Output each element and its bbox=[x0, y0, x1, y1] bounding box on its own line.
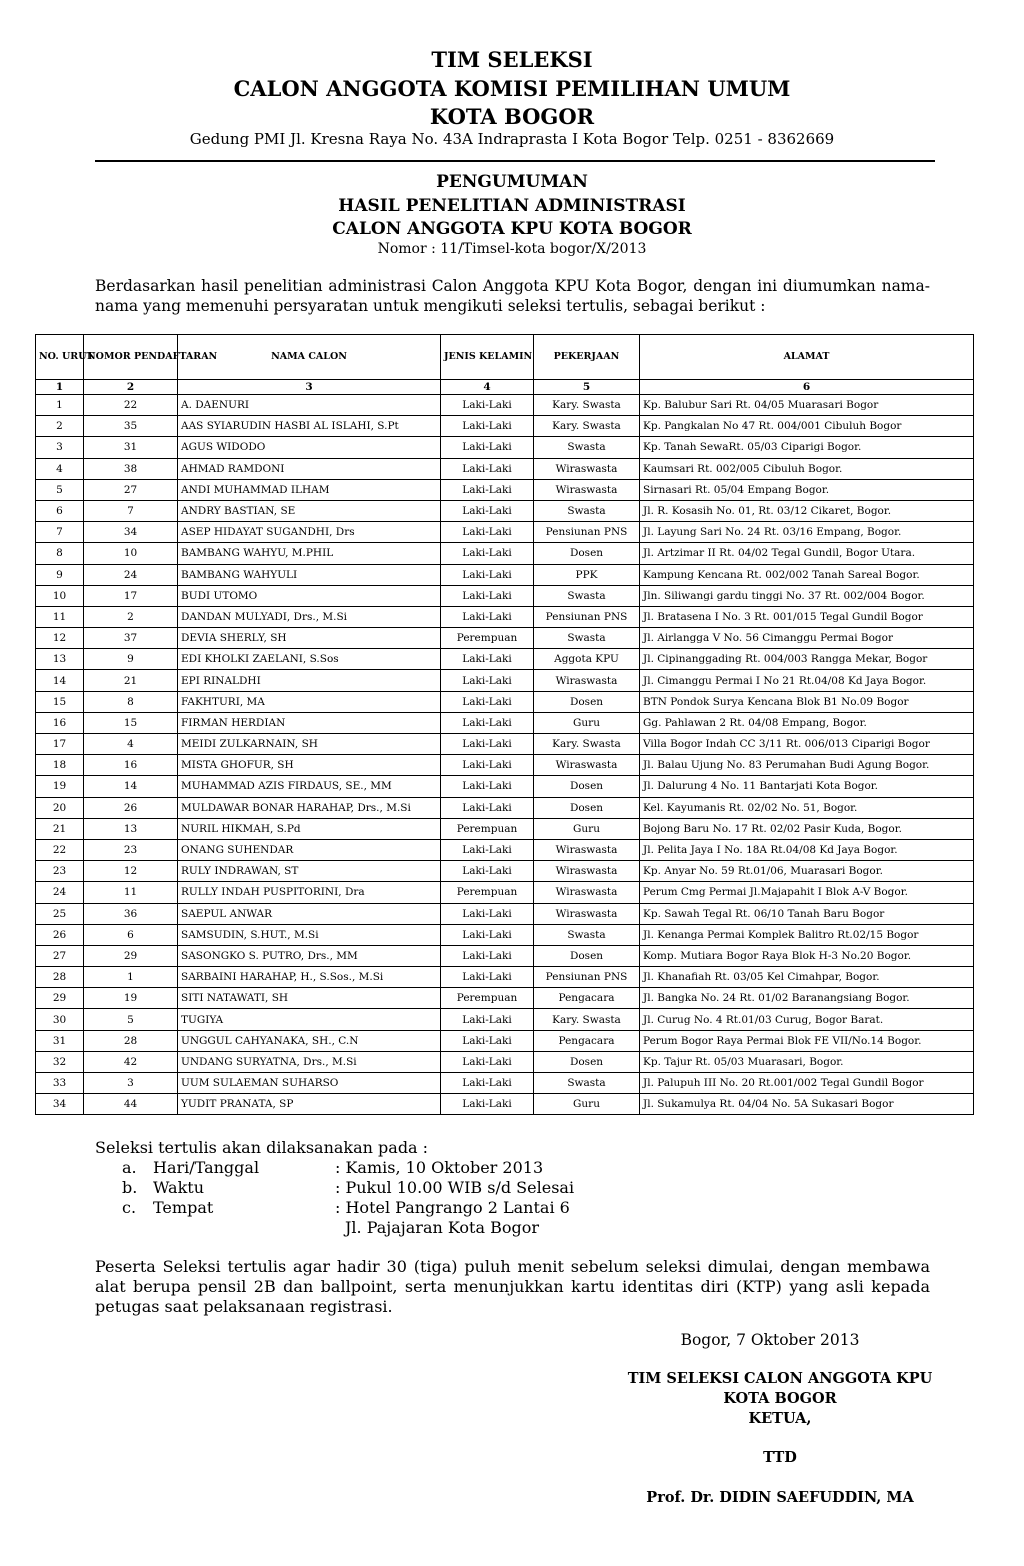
cell-nama-calon: SAEPUL ANWAR bbox=[178, 903, 441, 924]
cell-pekerjaan: Kary. Swasta bbox=[534, 416, 640, 437]
cell-pekerjaan: Wiraswasta bbox=[534, 861, 640, 882]
cell-no-urut: 9 bbox=[36, 564, 84, 585]
cell-no-urut: 14 bbox=[36, 670, 84, 691]
cell-jenis-kelamin: Perempuan bbox=[441, 628, 534, 649]
schedule-place-line-2 bbox=[95, 1218, 695, 1238]
cell-nomor-pendaftaran: 7 bbox=[84, 500, 178, 521]
schedule-label: Waktu bbox=[153, 1178, 205, 1197]
index-cell: 6 bbox=[640, 380, 974, 395]
cell-pekerjaan: Wiraswasta bbox=[534, 839, 640, 860]
cell-alamat: Jl. Palupuh III No. 20 Rt.001/002 Tegal Gundil Bogor bbox=[640, 1073, 974, 1094]
cell-no-urut: 29 bbox=[36, 988, 84, 1009]
cell-nama-calon: BAMBANG WAHYU, M.PHIL bbox=[178, 543, 441, 564]
schedule-value: : Pukul 10.00 WIB s/d Selesai bbox=[335, 1178, 575, 1197]
cell-jenis-kelamin: Laki-Laki bbox=[441, 861, 534, 882]
cell-no-urut: 16 bbox=[36, 712, 84, 733]
cell-alamat: Jl. R. Kosasih No. 01, Rt. 03/12 Cikaret, Bogor. bbox=[640, 500, 974, 521]
cell-alamat: Jl. Bangka No. 24 Rt. 01/02 Baranangsiang Bogor. bbox=[640, 988, 974, 1009]
cell-alamat: Perum Bogor Raya Permai Blok FE VII/No.14 Bogor. bbox=[640, 1030, 974, 1051]
signature-role: KETUA, bbox=[748, 1410, 812, 1427]
cell-no-urut: 7 bbox=[36, 522, 84, 543]
table-row bbox=[36, 522, 974, 543]
cell-jenis-kelamin: Laki-Laki bbox=[441, 522, 534, 543]
table-row bbox=[36, 734, 974, 755]
cell-jenis-kelamin: Laki-Laki bbox=[441, 395, 534, 416]
cell-jenis-kelamin: Laki-Laki bbox=[441, 458, 534, 479]
cell-nomor-pendaftaran: 28 bbox=[84, 1030, 178, 1051]
cell-nomor-pendaftaran: 29 bbox=[84, 945, 178, 966]
letterhead-divider bbox=[95, 160, 935, 162]
schedule-value: : Hotel Pangrango 2 Lantai 6 bbox=[335, 1198, 570, 1217]
cell-nomor-pendaftaran: 31 bbox=[84, 437, 178, 458]
cell-pekerjaan: Swasta bbox=[534, 628, 640, 649]
cell-nama-calon: EPI RINALDHI bbox=[178, 670, 441, 691]
table-index-row bbox=[36, 380, 974, 395]
cell-pekerjaan: Wiraswasta bbox=[534, 903, 640, 924]
table-row bbox=[36, 967, 974, 988]
cell-nama-calon: ANDRY BASTIAN, SE bbox=[178, 500, 441, 521]
header-no-urut: NO. URUT bbox=[36, 335, 84, 380]
letterhead-line-3: KOTA BOGOR bbox=[429, 104, 595, 129]
table-row bbox=[36, 1094, 974, 1115]
table-row bbox=[36, 437, 974, 458]
cell-nama-calon: MULDAWAR BONAR HARAHAP, Drs., M.Si bbox=[178, 797, 441, 818]
cell-jenis-kelamin: Laki-Laki bbox=[441, 1094, 534, 1115]
cell-nama-calon: DEVIA SHERLY, SH bbox=[178, 628, 441, 649]
cell-nomor-pendaftaran: 14 bbox=[84, 776, 178, 797]
schedule-label: Hari/Tanggal bbox=[153, 1158, 260, 1177]
cell-jenis-kelamin: Laki-Laki bbox=[441, 585, 534, 606]
header-nomor-pendaftaran: NOMOR PENDAFTARAN bbox=[84, 335, 178, 380]
cell-jenis-kelamin: Laki-Laki bbox=[441, 1051, 534, 1072]
cell-no-urut: 6 bbox=[36, 500, 84, 521]
cell-alamat: Jl. Sukamulya Rt. 04/04 No. 5A Sukasari Bogor bbox=[640, 1094, 974, 1115]
cell-alamat: Gg. Pahlawan 2 Rt. 04/08 Empang, Bogor. bbox=[640, 712, 974, 733]
cell-pekerjaan: PPK bbox=[534, 564, 640, 585]
cell-jenis-kelamin: Laki-Laki bbox=[441, 945, 534, 966]
announcement-title-1: PENGUMUMAN bbox=[436, 172, 588, 192]
cell-alamat: Kp. Anyar No. 59 Rt.01/06, Muarasari Bogor. bbox=[640, 861, 974, 882]
cell-no-urut: 27 bbox=[36, 945, 84, 966]
schedule-item-date bbox=[95, 1158, 695, 1178]
schedule-intro: Seleksi tertulis akan dilaksanakan pada : bbox=[95, 1138, 429, 1157]
cell-pekerjaan: Kary. Swasta bbox=[534, 395, 640, 416]
cell-no-urut: 19 bbox=[36, 776, 84, 797]
cell-alamat: Jl. Artzimar II Rt. 04/02 Tegal Gundil, Bogor Utara. bbox=[640, 543, 974, 564]
schedule-letter: c. bbox=[122, 1198, 137, 1217]
candidate-table bbox=[35, 334, 974, 1115]
table-row bbox=[36, 416, 974, 437]
table-row bbox=[36, 755, 974, 776]
announcement-title-2: HASIL PENELITIAN ADMINISTRASI bbox=[338, 196, 686, 216]
cell-nama-calon: A. DAENURI bbox=[178, 395, 441, 416]
cell-jenis-kelamin: Laki-Laki bbox=[441, 967, 534, 988]
schedule-block bbox=[95, 1138, 695, 1238]
cell-no-urut: 33 bbox=[36, 1073, 84, 1094]
table-row bbox=[36, 903, 974, 924]
signature-ttd: TTD bbox=[763, 1449, 797, 1466]
cell-no-urut: 13 bbox=[36, 649, 84, 670]
cell-alamat: Kp. Balubur Sari Rt. 04/05 Muarasari Bogor bbox=[640, 395, 974, 416]
notice-paragraph: Peserta Seleksi tertulis agar hadir 30 (tiga) puluh menit sebelum seleksi dimulai, dengan membawa alat berupa pensil 2B dan ballpoint, serta menunjukkan kartu identitas diri (KTP) yang asli kepada petugas saat pelaksanaan registrasi. bbox=[95, 1257, 930, 1316]
cell-nomor-pendaftaran: 26 bbox=[84, 797, 178, 818]
header-pekerjaan: PEKERJAAN bbox=[534, 335, 640, 380]
cell-nama-calon: BUDI UTOMO bbox=[178, 585, 441, 606]
cell-alamat: Kel. Kayumanis Rt. 02/02 No. 51, Bogor. bbox=[640, 797, 974, 818]
cell-pekerjaan: Guru bbox=[534, 1094, 640, 1115]
header-nama-calon: NAMA CALON bbox=[178, 335, 441, 380]
cell-nomor-pendaftaran: 42 bbox=[84, 1051, 178, 1072]
cell-no-urut: 32 bbox=[36, 1051, 84, 1072]
cell-alamat: Komp. Mutiara Bogor Raya Blok H-3 No.20 Bogor. bbox=[640, 945, 974, 966]
signature-name: Prof. Dr. DIDIN SAEFUDDIN, MA bbox=[646, 1489, 914, 1506]
index-cell: 1 bbox=[36, 380, 84, 395]
header-alamat: ALAMAT bbox=[640, 335, 974, 380]
cell-alamat: Jl. Khanafiah Rt. 03/05 Kel Cimahpar, Bogor. bbox=[640, 967, 974, 988]
cell-nomor-pendaftaran: 38 bbox=[84, 458, 178, 479]
cell-nama-calon: ASEP HIDAYAT SUGANDHI, Drs bbox=[178, 522, 441, 543]
cell-nama-calon: TUGIYA bbox=[178, 1009, 441, 1030]
table-row bbox=[36, 395, 974, 416]
cell-nama-calon: UUM SULAEMAN SUHARSO bbox=[178, 1073, 441, 1094]
table-row bbox=[36, 882, 974, 903]
cell-pekerjaan: Guru bbox=[534, 818, 640, 839]
cell-pekerjaan: Pensiunan PNS bbox=[534, 967, 640, 988]
cell-alamat: Perum Cmg Permai Jl.Majapahit I Blok A-V Bogor. bbox=[640, 882, 974, 903]
table-row bbox=[36, 479, 974, 500]
cell-alamat: BTN Pondok Surya Kencana Blok B1 No.09 Bogor bbox=[640, 691, 974, 712]
cell-jenis-kelamin: Laki-Laki bbox=[441, 903, 534, 924]
cell-jenis-kelamin: Laki-Laki bbox=[441, 564, 534, 585]
schedule-item-place bbox=[95, 1198, 695, 1218]
table-row bbox=[36, 458, 974, 479]
cell-alamat: Jl. Kenanga Permai Komplek Balitro Rt.02/15 Bogor bbox=[640, 924, 974, 945]
table-row bbox=[36, 564, 974, 585]
cell-pekerjaan: Wiraswasta bbox=[534, 458, 640, 479]
cell-alamat: Bojong Baru No. 17 Rt. 02/02 Pasir Kuda, Bogor. bbox=[640, 818, 974, 839]
cell-pekerjaan: Pengacara bbox=[534, 988, 640, 1009]
table-row bbox=[36, 945, 974, 966]
cell-jenis-kelamin: Laki-Laki bbox=[441, 437, 534, 458]
schedule-label: Tempat bbox=[153, 1198, 214, 1217]
table-row bbox=[36, 1009, 974, 1030]
cell-nomor-pendaftaran: 17 bbox=[84, 585, 178, 606]
cell-jenis-kelamin: Perempuan bbox=[441, 818, 534, 839]
table-row bbox=[36, 670, 974, 691]
table-row bbox=[36, 924, 974, 945]
cell-nama-calon: FIRMAN HERDIAN bbox=[178, 712, 441, 733]
cell-no-urut: 25 bbox=[36, 903, 84, 924]
table-row bbox=[36, 776, 974, 797]
cell-nomor-pendaftaran: 11 bbox=[84, 882, 178, 903]
table-row bbox=[36, 1051, 974, 1072]
cell-alamat: Jl. Cimanggu Permai I No 21 Rt.04/08 Kd Jaya Bogor. bbox=[640, 670, 974, 691]
table-row bbox=[36, 818, 974, 839]
cell-pekerjaan: Dosen bbox=[534, 797, 640, 818]
cell-no-urut: 23 bbox=[36, 861, 84, 882]
table-row bbox=[36, 628, 974, 649]
cell-nama-calon: NURIL HIKMAH, S.Pd bbox=[178, 818, 441, 839]
cell-alamat: Kp. Tajur Rt. 05/03 Muarasari, Bogor. bbox=[640, 1051, 974, 1072]
index-cell: 3 bbox=[178, 380, 441, 395]
cell-nomor-pendaftaran: 1 bbox=[84, 967, 178, 988]
cell-no-urut: 31 bbox=[36, 1030, 84, 1051]
letterhead-line-2: CALON ANGGOTA KOMISI PEMILIHAN UMUM bbox=[233, 76, 791, 101]
cell-jenis-kelamin: Laki-Laki bbox=[441, 776, 534, 797]
cell-pekerjaan: Guru bbox=[534, 712, 640, 733]
table-row bbox=[36, 543, 974, 564]
cell-nama-calon: SASONGKO S. PUTRO, Drs., MM bbox=[178, 945, 441, 966]
cell-nomor-pendaftaran: 3 bbox=[84, 1073, 178, 1094]
cell-jenis-kelamin: Laki-Laki bbox=[441, 712, 534, 733]
table-row bbox=[36, 988, 974, 1009]
cell-no-urut: 24 bbox=[36, 882, 84, 903]
index-cell: 2 bbox=[84, 380, 178, 395]
cell-no-urut: 15 bbox=[36, 691, 84, 712]
intro-paragraph: Berdasarkan hasil penelitian administrasi Calon Anggota KPU Kota Bogor, dengan ini diumumkan nama-nama yang memenuhi persyaratan untuk mengikuti seleksi tertulis, sebagai berikut : bbox=[95, 277, 930, 315]
letterhead-address: Gedung PMI Jl. Kresna Raya No. 43A Indraprasta I Kota Bogor Telp. 0251 - 8362669 bbox=[189, 130, 835, 148]
cell-nomor-pendaftaran: 16 bbox=[84, 755, 178, 776]
schedule-place-address: Jl. Pajajaran Kota Bogor bbox=[345, 1218, 539, 1237]
table-row bbox=[36, 1073, 974, 1094]
cell-pekerjaan: Swasta bbox=[534, 1073, 640, 1094]
cell-alamat: Jl. Layung Sari No. 24 Rt. 03/16 Empang, Bogor. bbox=[640, 522, 974, 543]
cell-no-urut: 10 bbox=[36, 585, 84, 606]
schedule-letter: b. bbox=[122, 1178, 138, 1197]
place-date: Bogor, 7 Oktober 2013 bbox=[680, 1331, 860, 1349]
cell-nama-calon: SITI NATAWATI, SH bbox=[178, 988, 441, 1009]
announcement-number: Nomor : 11/Timsel-kota bogor/X/2013 bbox=[377, 241, 647, 257]
cell-no-urut: 30 bbox=[36, 1009, 84, 1030]
cell-nomor-pendaftaran: 12 bbox=[84, 861, 178, 882]
table-row bbox=[36, 1030, 974, 1051]
cell-pekerjaan: Pensiunan PNS bbox=[534, 606, 640, 627]
cell-nomor-pendaftaran: 15 bbox=[84, 712, 178, 733]
cell-jenis-kelamin: Laki-Laki bbox=[441, 500, 534, 521]
table-row bbox=[36, 797, 974, 818]
cell-nomor-pendaftaran: 35 bbox=[84, 416, 178, 437]
cell-jenis-kelamin: Laki-Laki bbox=[441, 1030, 534, 1051]
cell-nama-calon: ONANG SUHENDAR bbox=[178, 839, 441, 860]
cell-nomor-pendaftaran: 6 bbox=[84, 924, 178, 945]
cell-nama-calon: AAS SYIARUDIN HASBI AL ISLAHI, S.Pt bbox=[178, 416, 441, 437]
cell-nama-calon: FAKHTURI, MA bbox=[178, 691, 441, 712]
cell-jenis-kelamin: Laki-Laki bbox=[441, 649, 534, 670]
schedule-item-time bbox=[95, 1178, 695, 1198]
table-row bbox=[36, 839, 974, 860]
cell-alamat: Kampung Kencana Rt. 002/002 Tanah Sareal Bogor. bbox=[640, 564, 974, 585]
cell-no-urut: 2 bbox=[36, 416, 84, 437]
cell-pekerjaan: Swasta bbox=[534, 437, 640, 458]
cell-nama-calon: YUDIT PRANATA, SP bbox=[178, 1094, 441, 1115]
cell-jenis-kelamin: Laki-Laki bbox=[441, 1009, 534, 1030]
cell-nama-calon: EDI KHOLKI ZAELANI, S.Sos bbox=[178, 649, 441, 670]
cell-nomor-pendaftaran: 8 bbox=[84, 691, 178, 712]
cell-alamat: Jl. Pelita Jaya I No. 18A Rt.04/08 Kd Jaya Bogor. bbox=[640, 839, 974, 860]
cell-nama-calon: AGUS WIDODO bbox=[178, 437, 441, 458]
table-row bbox=[36, 712, 974, 733]
cell-nomor-pendaftaran: 24 bbox=[84, 564, 178, 585]
cell-no-urut: 3 bbox=[36, 437, 84, 458]
cell-no-urut: 1 bbox=[36, 395, 84, 416]
cell-nomor-pendaftaran: 22 bbox=[84, 395, 178, 416]
cell-alamat: Jl. Bratasena I No. 3 Rt. 001/015 Tegal Gundil Bogor bbox=[640, 606, 974, 627]
cell-alamat: Jl. Cipinanggading Rt. 004/003 Rangga Mekar, Bogor bbox=[640, 649, 974, 670]
cell-jenis-kelamin: Laki-Laki bbox=[441, 734, 534, 755]
cell-no-urut: 20 bbox=[36, 797, 84, 818]
cell-pekerjaan: Dosen bbox=[534, 543, 640, 564]
signature-org-1: TIM SELEKSI CALON ANGGOTA KPU bbox=[627, 1370, 933, 1387]
signature-org-2: KOTA BOGOR bbox=[723, 1390, 837, 1407]
cell-pekerjaan: Dosen bbox=[534, 776, 640, 797]
cell-jenis-kelamin: Laki-Laki bbox=[441, 543, 534, 564]
cell-no-urut: 12 bbox=[36, 628, 84, 649]
table-row bbox=[36, 500, 974, 521]
cell-alamat: Villa Bogor Indah CC 3/11 Rt. 006/013 Ciparigi Bogor bbox=[640, 734, 974, 755]
cell-nomor-pendaftaran: 27 bbox=[84, 479, 178, 500]
cell-pekerjaan: Wiraswasta bbox=[534, 479, 640, 500]
cell-no-urut: 21 bbox=[36, 818, 84, 839]
cell-nomor-pendaftaran: 2 bbox=[84, 606, 178, 627]
cell-no-urut: 18 bbox=[36, 755, 84, 776]
cell-nomor-pendaftaran: 37 bbox=[84, 628, 178, 649]
cell-pekerjaan: Dosen bbox=[534, 691, 640, 712]
table-body bbox=[36, 395, 974, 1115]
table-row bbox=[36, 585, 974, 606]
cell-no-urut: 34 bbox=[36, 1094, 84, 1115]
cell-alamat: Jl. Balau Ujung No. 83 Perumahan Budi Agung Bogor. bbox=[640, 755, 974, 776]
cell-alamat: Kaumsari Rt. 002/005 Cibuluh Bogor. bbox=[640, 458, 974, 479]
cell-jenis-kelamin: Perempuan bbox=[441, 882, 534, 903]
cell-nama-calon: RULY INDRAWAN, ST bbox=[178, 861, 441, 882]
cell-jenis-kelamin: Laki-Laki bbox=[441, 755, 534, 776]
cell-pekerjaan: Swasta bbox=[534, 585, 640, 606]
cell-nomor-pendaftaran: 36 bbox=[84, 903, 178, 924]
cell-pekerjaan: Dosen bbox=[534, 945, 640, 966]
cell-nomor-pendaftaran: 19 bbox=[84, 988, 178, 1009]
cell-nama-calon: DANDAN MULYADI, Drs., M.Si bbox=[178, 606, 441, 627]
cell-no-urut: 26 bbox=[36, 924, 84, 945]
cell-jenis-kelamin: Perempuan bbox=[441, 988, 534, 1009]
cell-alamat: Kp. Pangkalan No 47 Rt. 004/001 Cibuluh Bogor bbox=[640, 416, 974, 437]
cell-nama-calon: UNGGUL CAHYANAKA, SH., C.N bbox=[178, 1030, 441, 1051]
cell-jenis-kelamin: Laki-Laki bbox=[441, 416, 534, 437]
cell-no-urut: 22 bbox=[36, 839, 84, 860]
cell-no-urut: 28 bbox=[36, 967, 84, 988]
cell-alamat: Sirnasari Rt. 05/04 Empang Bogor. bbox=[640, 479, 974, 500]
cell-jenis-kelamin: Laki-Laki bbox=[441, 797, 534, 818]
cell-nama-calon: BAMBANG WAHYULI bbox=[178, 564, 441, 585]
cell-alamat: Jl. Dalurung 4 No. 11 Bantarjati Kota Bogor. bbox=[640, 776, 974, 797]
cell-alamat: Jl. Curug No. 4 Rt.01/03 Curug, Bogor Barat. bbox=[640, 1009, 974, 1030]
cell-nama-calon: UNDANG SURYATNA, Drs., M.Si bbox=[178, 1051, 441, 1072]
cell-jenis-kelamin: Laki-Laki bbox=[441, 606, 534, 627]
cell-nama-calon: RULLY INDAH PUSPITORINI, Dra bbox=[178, 882, 441, 903]
table-row bbox=[36, 691, 974, 712]
cell-pekerjaan: Kary. Swasta bbox=[534, 1009, 640, 1030]
cell-pekerjaan: Wiraswasta bbox=[534, 755, 640, 776]
table-header-row bbox=[36, 335, 974, 380]
schedule-letter: a. bbox=[122, 1158, 137, 1177]
cell-no-urut: 5 bbox=[36, 479, 84, 500]
cell-alamat: Jl. Airlangga V No. 56 Cimanggu Permai Bogor bbox=[640, 628, 974, 649]
cell-jenis-kelamin: Laki-Laki bbox=[441, 839, 534, 860]
cell-alamat: Kp. Tanah SewaRt. 05/03 Ciparigi Bogor. bbox=[640, 437, 974, 458]
cell-pekerjaan: Pensiunan PNS bbox=[534, 522, 640, 543]
cell-no-urut: 4 bbox=[36, 458, 84, 479]
cell-nomor-pendaftaran: 4 bbox=[84, 734, 178, 755]
cell-no-urut: 17 bbox=[36, 734, 84, 755]
cell-nama-calon: AHMAD RAMDONI bbox=[178, 458, 441, 479]
cell-nomor-pendaftaran: 44 bbox=[84, 1094, 178, 1115]
table-row bbox=[36, 649, 974, 670]
cell-nomor-pendaftaran: 23 bbox=[84, 839, 178, 860]
cell-jenis-kelamin: Laki-Laki bbox=[441, 670, 534, 691]
index-cell: 4 bbox=[441, 380, 534, 395]
index-cell: 5 bbox=[534, 380, 640, 395]
cell-jenis-kelamin: Laki-Laki bbox=[441, 691, 534, 712]
schedule-value: : Kamis, 10 Oktober 2013 bbox=[335, 1158, 544, 1177]
table-row bbox=[36, 606, 974, 627]
cell-nomor-pendaftaran: 21 bbox=[84, 670, 178, 691]
cell-nomor-pendaftaran: 5 bbox=[84, 1009, 178, 1030]
cell-nama-calon: MUHAMMAD AZIS FIRDAUS, SE., MM bbox=[178, 776, 441, 797]
letterhead-line-1: TIM SELEKSI bbox=[431, 47, 593, 72]
cell-nomor-pendaftaran: 10 bbox=[84, 543, 178, 564]
cell-nama-calon: MISTA GHOFUR, SH bbox=[178, 755, 441, 776]
cell-nama-calon: ANDI MUHAMMAD ILHAM bbox=[178, 479, 441, 500]
cell-pekerjaan: Swasta bbox=[534, 924, 640, 945]
cell-no-urut: 8 bbox=[36, 543, 84, 564]
cell-nama-calon: SARBAINI HARAHAP, H., S.Sos., M.Si bbox=[178, 967, 441, 988]
cell-pekerjaan: Swasta bbox=[534, 500, 640, 521]
cell-pekerjaan: Aggota KPU bbox=[534, 649, 640, 670]
cell-nomor-pendaftaran: 9 bbox=[84, 649, 178, 670]
cell-no-urut: 11 bbox=[36, 606, 84, 627]
cell-alamat: Jln. Siliwangi gardu tinggi No. 37 Rt. 002/004 Bogor. bbox=[640, 585, 974, 606]
cell-pekerjaan: Kary. Swasta bbox=[534, 734, 640, 755]
cell-nomor-pendaftaran: 13 bbox=[84, 818, 178, 839]
cell-jenis-kelamin: Laki-Laki bbox=[441, 1073, 534, 1094]
cell-nomor-pendaftaran: 34 bbox=[84, 522, 178, 543]
cell-nama-calon: MEIDI ZULKARNAIN, SH bbox=[178, 734, 441, 755]
cell-pekerjaan: Dosen bbox=[534, 1051, 640, 1072]
cell-jenis-kelamin: Laki-Laki bbox=[441, 924, 534, 945]
cell-alamat: Kp. Sawah Tegal Rt. 06/10 Tanah Baru Bogor bbox=[640, 903, 974, 924]
cell-pekerjaan: Wiraswasta bbox=[534, 882, 640, 903]
table-row bbox=[36, 861, 974, 882]
cell-jenis-kelamin: Laki-Laki bbox=[441, 479, 534, 500]
cell-pekerjaan: Wiraswasta bbox=[534, 670, 640, 691]
cell-pekerjaan: Pengacara bbox=[534, 1030, 640, 1051]
cell-nama-calon: SAMSUDIN, S.HUT., M.Si bbox=[178, 924, 441, 945]
announcement-title-3: CALON ANGGOTA KPU KOTA BOGOR bbox=[332, 219, 692, 239]
header-jenis-kelamin: JENIS KELAMIN bbox=[441, 335, 534, 380]
